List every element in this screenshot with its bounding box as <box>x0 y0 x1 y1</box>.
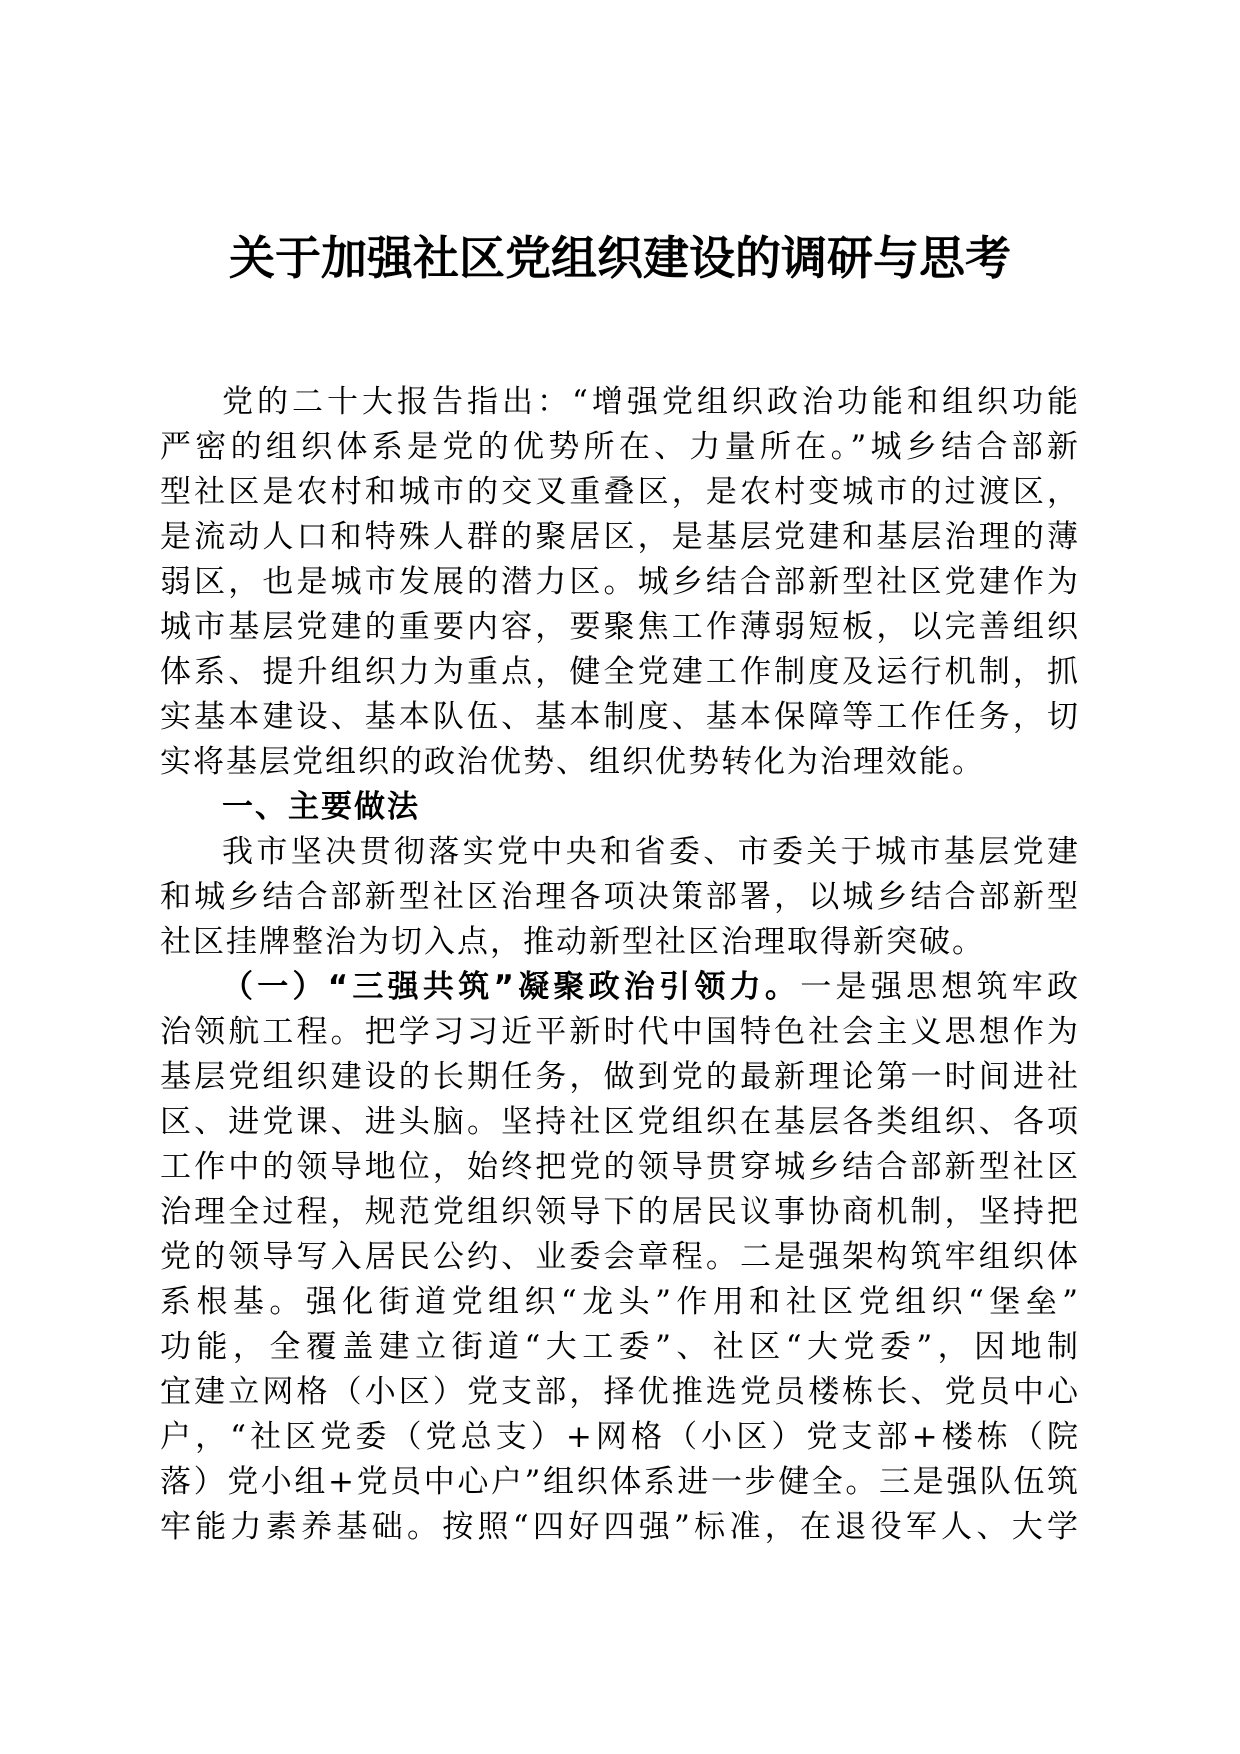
subsection-line: 落）党小组+党员中心户”组织体系进一步健全。三是强队伍筑 <box>160 1464 1080 1500</box>
intro-line: 党的二十大报告指出：“增强党组织政治功能和组织功能 <box>222 384 1080 420</box>
subsection-line: 党的领导写入居民公约、业委会章程。二是强架构筑牢组织体 <box>160 1239 1080 1275</box>
section-line: 社区挂牌整治为切入点，推动新型社区治理取得新突破。 <box>160 924 985 960</box>
subsection-line: 治理全过程，规范党组织领导下的居民议事协商机制，坚持把 <box>160 1194 1080 1230</box>
intro-line: 型社区是农村和城市的交叉重叠区，是农村变城市的过渡区， <box>160 474 1080 510</box>
intro-line: 弱区，也是城市发展的潜力区。城乡结合部新型社区党建作为 <box>160 564 1080 600</box>
subsection-line: 功能，全覆盖建立街道“大工委”、社区“大党委”，因地制 <box>160 1329 1080 1365</box>
intro-line: 严密的组织体系是党的优势所在、力量所在。”城乡结合部新 <box>160 429 1080 465</box>
subsection-line: 工作中的领导地位，始终把党的领导贯穿城乡结合部新型社区 <box>160 1149 1080 1185</box>
section-heading: 一、主要做法 <box>222 789 420 825</box>
subsection-line: 区、进党课、进头脑。坚持社区党组织在基层各类组织、各项 <box>160 1104 1080 1140</box>
subsection-line: 宜建立网格（小区）党支部，择优推选党员楼栋长、党员中心 <box>160 1374 1080 1410</box>
section-line: 我市坚决贯彻落实党中央和省委、市委关于城市基层党建 <box>222 834 1080 870</box>
subsection-line: 牢能力素养基础。按照“四好四强”标准，在退役军人、大学 <box>160 1509 1080 1545</box>
subsection-first-tail: 一是强思想筑牢政 <box>800 969 1080 1005</box>
intro-line: 实基本建设、基本队伍、基本制度、基本保障等工作任务，切 <box>160 699 1080 735</box>
document-body <box>160 380 1080 1550</box>
document-title: 关于加强社区党组织建设的调研与思考 <box>229 231 1011 285</box>
intro-line: 实将基层党组织的政治优势、组织优势转化为治理效能。 <box>160 744 985 780</box>
intro-line: 体系、提升组织力为重点，健全党建工作制度及运行机制，抓 <box>160 654 1080 690</box>
intro-line: 城市基层党建的重要内容，要聚焦工作薄弱短板，以完善组织 <box>160 609 1080 645</box>
subsection-line: 系根基。强化街道党组织“龙头”作用和社区党组织“堡垒” <box>160 1284 1080 1320</box>
section-line: 和城乡结合部新型社区治理各项决策部署，以城乡结合部新型 <box>160 879 1080 915</box>
subsection-line: 户，“社区党委（党总支）+网格（小区）党支部+楼栋（院 <box>160 1419 1080 1455</box>
subsection-first-line <box>160 965 1080 1010</box>
intro-line: 是流动人口和特殊人群的聚居区，是基层党建和基层治理的薄 <box>160 519 1080 555</box>
subsection-line: 治领航工程。把学习习近平新时代中国特色社会主义思想作为 <box>160 1014 1080 1050</box>
subsection-heading: （一）“三强共筑”凝聚政治引领力。 <box>222 969 801 1005</box>
subsection-line: 基层党组织建设的长期任务，做到党的最新理论第一时间进社 <box>160 1059 1080 1095</box>
